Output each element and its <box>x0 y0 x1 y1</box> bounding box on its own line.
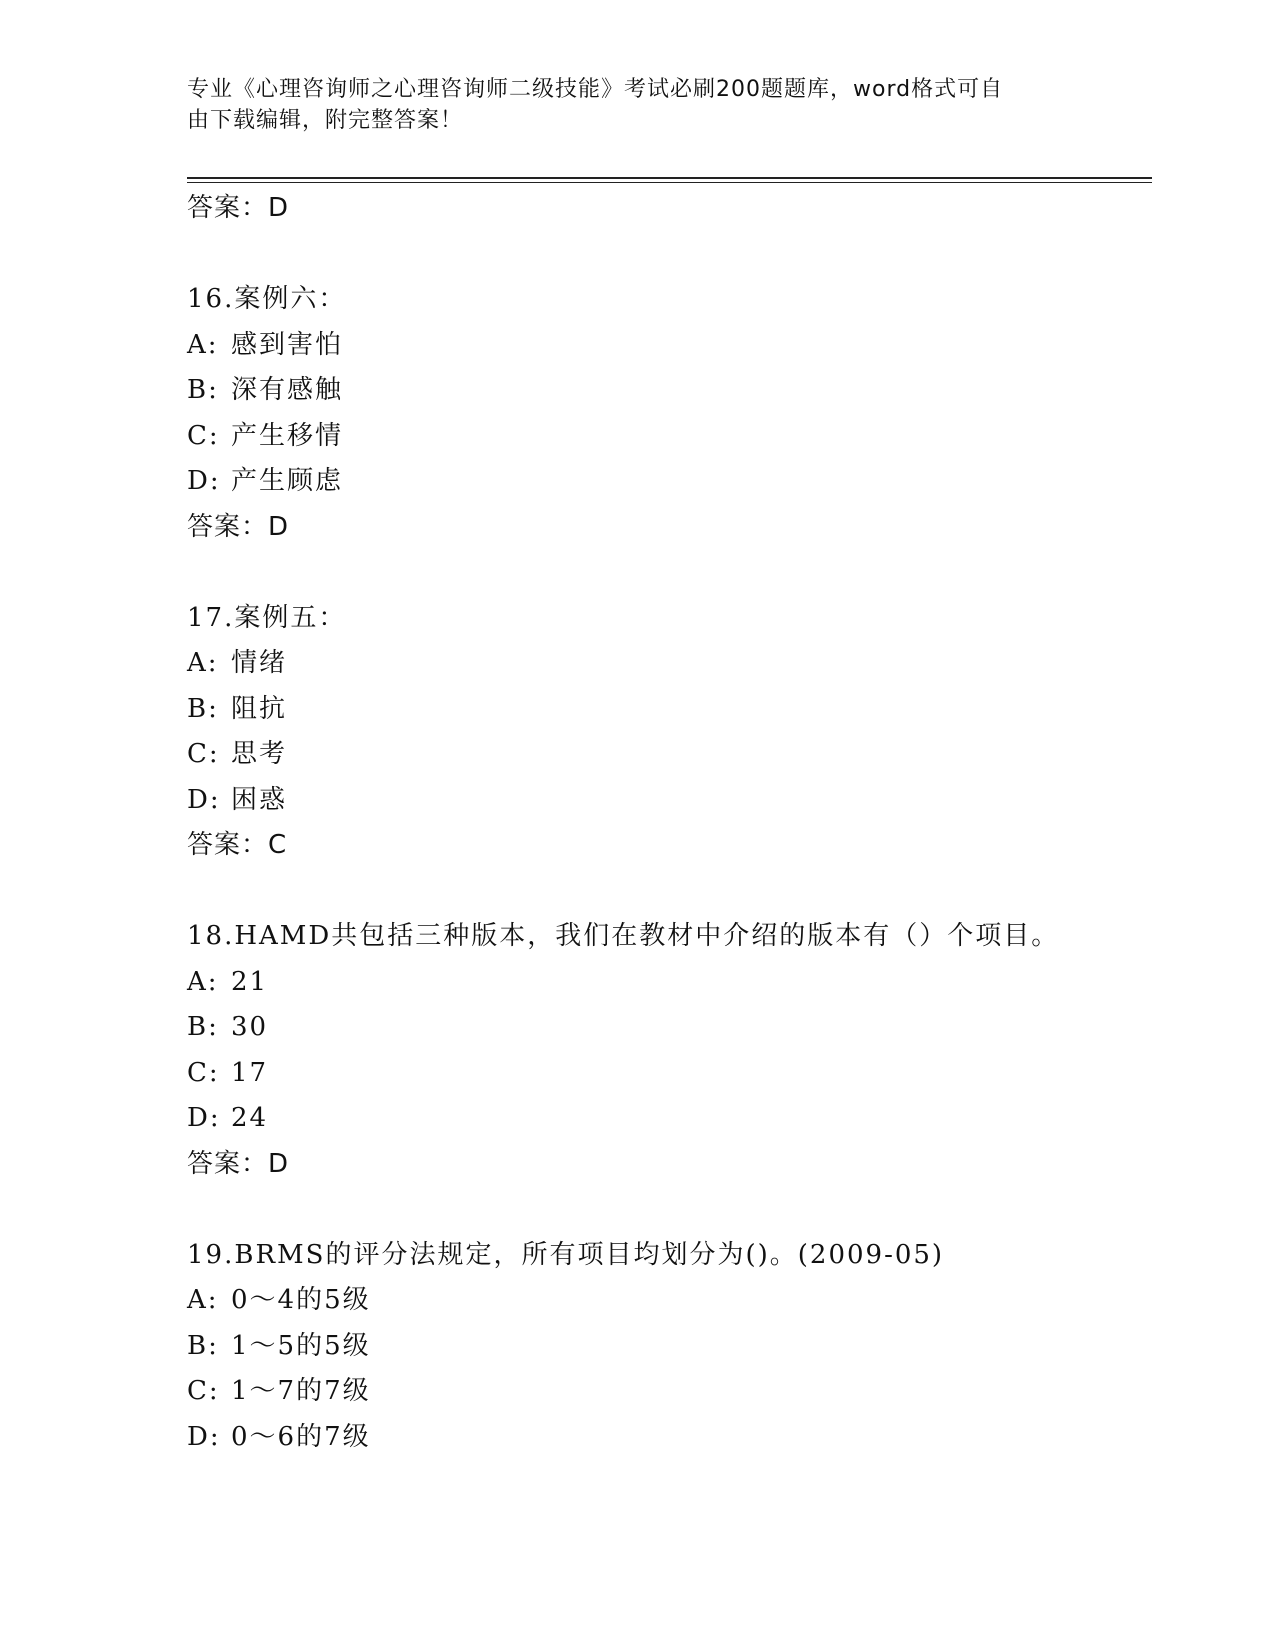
option-text: 24 <box>231 1103 269 1133</box>
option-c <box>187 1369 1152 1415</box>
option-label: A: <box>187 966 219 997</box>
option-label: B: <box>187 1330 219 1361</box>
question-stem: 19.BRMS的评分法规定，所有项目均划分为()。(2009-05) <box>187 1239 945 1270</box>
header-line-1: 专业《心理咨询师之心理咨询师二级技能》考试必刷200题题库，word格式可自 <box>187 77 1004 102</box>
option-d <box>187 1096 1152 1142</box>
option-text: 21 <box>231 966 269 997</box>
spacer <box>187 1187 1152 1233</box>
option-text: 感到害怕 <box>231 329 344 360</box>
option-text: 30 <box>231 1012 269 1042</box>
spacer <box>187 869 1152 915</box>
option-a <box>187 323 1152 369</box>
option-text: 产生移情 <box>231 420 344 451</box>
header-divider-thin <box>187 182 1152 183</box>
option-d <box>187 459 1152 505</box>
question-block <box>187 914 1152 1187</box>
document-header <box>187 74 1067 136</box>
header-divider-thick <box>187 177 1152 179</box>
option-label: C: <box>187 1376 220 1406</box>
question-stem: 18.HAMD共包括三种版本，我们在教材中介绍的版本有（）个项目。 <box>187 921 1060 951</box>
option-label: C: <box>187 739 220 769</box>
spacer <box>187 550 1152 596</box>
option-b <box>187 1005 1152 1051</box>
option-label: C: <box>187 420 220 451</box>
option-text: 情绪 <box>231 648 288 678</box>
option-label: D: <box>187 1421 221 1452</box>
option-a <box>187 960 1152 1006</box>
answer-line: 答案：D <box>187 1148 290 1179</box>
option-text: 17 <box>231 1057 269 1088</box>
option-text: 1～5的5级 <box>231 1330 371 1361</box>
option-text: 1～7的7级 <box>231 1376 371 1406</box>
option-label: D: <box>187 784 221 815</box>
question-block <box>187 1233 1152 1461</box>
option-text: 0～4的5级 <box>231 1285 371 1315</box>
option-label: D: <box>187 466 221 496</box>
option-label: B: <box>187 1012 219 1042</box>
option-label: A: <box>187 1285 219 1315</box>
option-label: D: <box>187 1103 221 1133</box>
question-stem: 16.案例六： <box>187 284 347 314</box>
option-text: 产生顾虑 <box>231 466 344 496</box>
option-text: 阻抗 <box>231 693 288 724</box>
header-line-2: 由下载编辑，附完整答案！ <box>187 108 464 133</box>
answer-line: 答案：C <box>187 830 288 860</box>
option-b <box>187 687 1152 733</box>
option-d <box>187 1415 1152 1461</box>
option-text: 思考 <box>231 739 288 769</box>
option-label: C: <box>187 1057 220 1088</box>
option-a <box>187 1278 1152 1324</box>
question-stem: 17.案例五： <box>187 602 347 633</box>
option-text: 困惑 <box>231 784 288 815</box>
spacer <box>187 232 1152 278</box>
question-list <box>187 186 1152 1460</box>
answer-line: 答案：D <box>187 193 290 223</box>
question-block <box>187 277 1152 550</box>
option-d <box>187 778 1152 824</box>
option-a <box>187 641 1152 687</box>
option-label: A: <box>187 329 219 360</box>
option-c <box>187 1051 1152 1097</box>
question-block <box>187 596 1152 869</box>
option-label: A: <box>187 648 219 678</box>
option-b <box>187 1324 1152 1370</box>
option-c <box>187 732 1152 778</box>
option-c <box>187 414 1152 460</box>
option-label: B: <box>187 375 219 405</box>
option-label: B: <box>187 693 219 724</box>
answer-line: 答案：D <box>187 511 290 542</box>
option-text: 深有感触 <box>231 375 344 405</box>
option-b <box>187 368 1152 414</box>
option-text: 0～6的7级 <box>231 1421 371 1452</box>
